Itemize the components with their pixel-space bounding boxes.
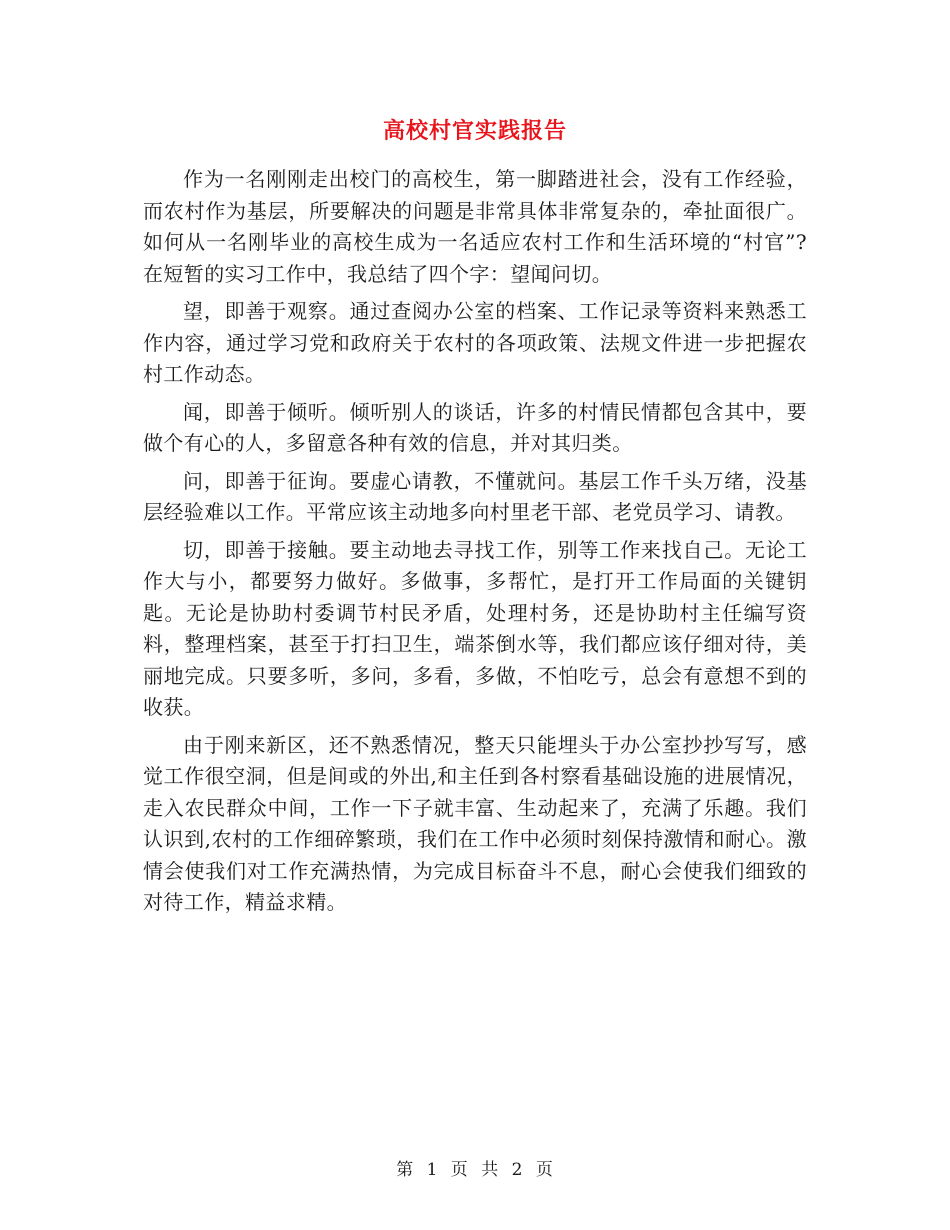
document-title: 高校村官实践报告 — [382, 118, 567, 144]
footer-suffix: 页 — [535, 1160, 554, 1180]
footer-prefix: 第 — [396, 1160, 415, 1180]
paragraph-qie: 切，即善于接触。要主动地去寻找工作，别等工作来找自己。无论工作大与小，都要努力做好。多做事，多帮忙，是打开工作局面的关键钥匙。无论是协助村委调节村民矛盾，处理村务，还是协助村主任编写资料，整理档案，甚至于打扫卫生，端茶倒水等，我们都应该仔细对待，美丽地完成。只要多听，多问，多看，多做，不怕吃亏，总会有意想不到的收获。 — [143, 537, 807, 719]
paragraph-reflection: 由于刚来新区，还不熟悉情况，整天只能埋头于办公室抄抄写写，感觉工作很空洞，但是间或的外出,和主任到各村察看基础设施的进展情况，走入农民群众中间，工作一下子就丰富、生动起来了，充满了乐趣。我们认识到,农村的工作细碎繁琐，我们在工作中必须时刻保持激情和耐心。激情会使我们对工作充满热情，为完成目标奋斗不息，耐心会使我们细致的对待工作，精益求精。 — [143, 732, 807, 914]
paragraph-wen-ask: 问，即善于征询。要虚心请教，不懂就问。基层工作千头万绪，没基层经验难以工作。平常应该主动地多向村里老干部、老党员学习、请教。 — [143, 468, 807, 524]
paragraph-intro: 作为一名刚刚走出校门的高校生，第一脚踏进社会，没有工作经验，而农村作为基层，所要解决的问题是非常具体非常复杂的，牵扯面很广。如何从一名刚毕业的高校生成为一名适应农村工作和生活环境的“村官”?在短暂的实习工作中，我总结了四个字：望闻问切。 — [143, 167, 807, 286]
paragraph-wang: 望，即善于观察。通过查阅办公室的档案、工作记录等资料来熟悉工作内容，通过学习党和政府关于农村的各项政策、法规文件进一步把握农村工作动态。 — [143, 299, 807, 386]
document-body — [143, 164, 807, 925]
footer-total-word: 共 — [481, 1160, 500, 1180]
footer-total-pages: 2 — [511, 1160, 524, 1180]
footer-current-page: 1 — [426, 1160, 439, 1180]
footer-page-word: 页 — [450, 1160, 469, 1180]
page-footer — [0, 1155, 950, 1180]
paragraph-wen-listen: 闻，即善于倾听。倾听别人的谈话，许多的村情民情都包含其中，要做个有心的人，多留意各种有效的信息，并对其归类。 — [143, 399, 807, 455]
